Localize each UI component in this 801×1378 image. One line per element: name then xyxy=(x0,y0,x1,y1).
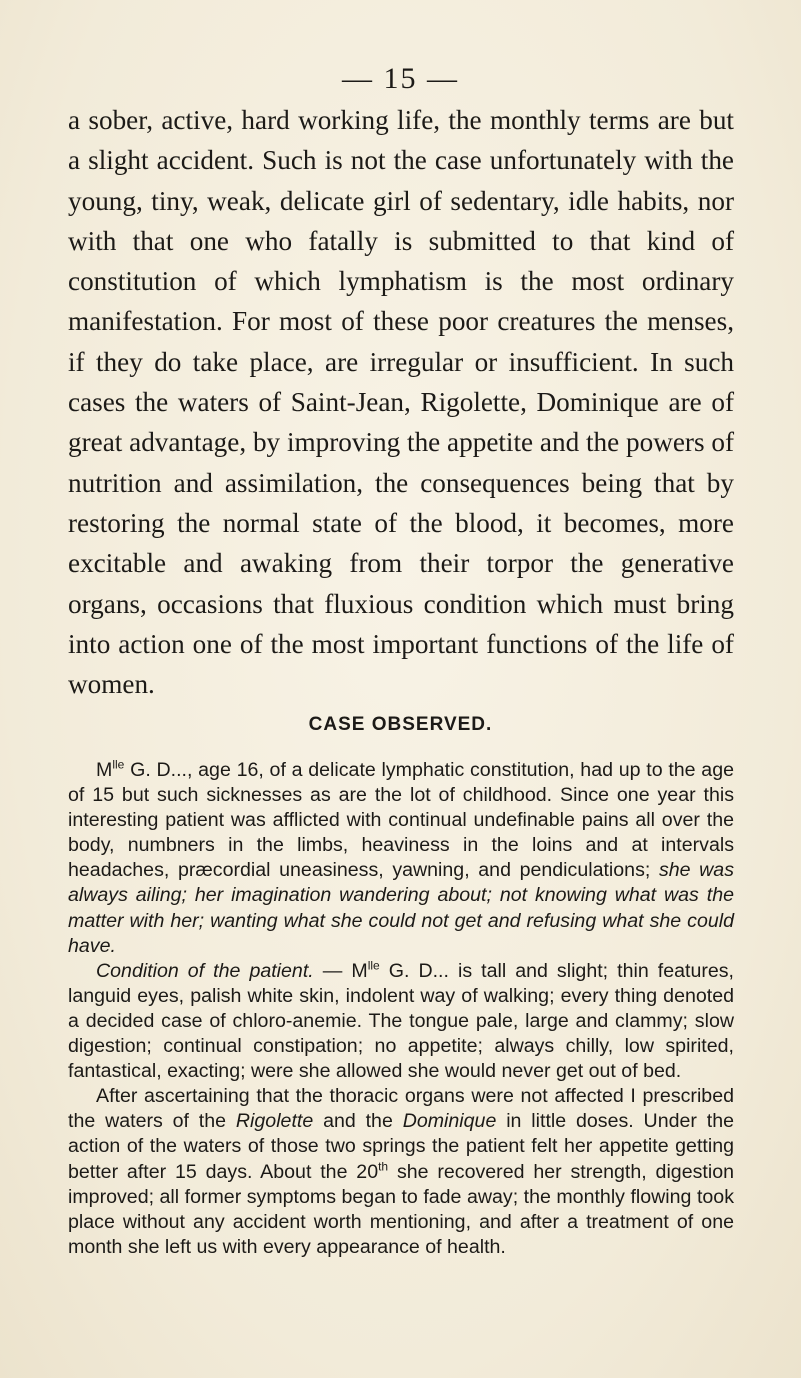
treatment-text-2: and the xyxy=(313,1110,403,1133)
patient-title: M xyxy=(96,759,113,781)
condition-label: Condition of the patient. xyxy=(96,959,314,982)
treatment-text-1: After ascertaining that the thoracic organs were not affected I prescribed the waters of the xyxy=(68,1085,734,1133)
case-history-text: G. D..., age 16, of a delicate lymphatic constitution, had up to the age of 15 but such sicknesses as are the lot of childhood. Since one year this interesting patient was afflicted with continual undefinable pains all over the body, numbners in the limbs, heaviness in the loins and at intervals headaches, præcordial uneasiness, yawning, and pendiculations; xyxy=(68,759,734,882)
case-history-italic: she was always ailing; her imagination wandering about; not knowing what was the matter with her; wanting what she could not get and refusing what she could have. xyxy=(68,859,734,957)
condition-title-sup: lle xyxy=(367,958,380,973)
case-history-paragraph xyxy=(68,758,734,959)
water-rigolette: Rigolette xyxy=(235,1110,314,1133)
condition-dash: — xyxy=(313,959,352,982)
day-sup: th xyxy=(378,1158,389,1173)
treatment-paragraph xyxy=(68,1084,734,1260)
page-number: — 15 — xyxy=(342,62,459,95)
condition-title: M xyxy=(351,959,368,982)
treatment-text-4: she recovered her strength, digestion improved; all former symptoms began to fade away; the monthly flowing took place without any accident worth mentioning, and after a treatment of one month she left us with every appearance of health. xyxy=(68,1160,734,1258)
intro-paragraph: a sober, active, hard working life, the monthly terms are but a slight accident. Such is not the case unfortunately with the young, tiny, weak, delicate girl of sedentary, idle habits, nor with that one who fatally is submitted to that kind of constitution of which lymphatism is the most ordinary manifestation. For most of these poor creatures the menses, if they do take place, are irregular or insufficient. In such cases the waters of Saint-Jean, Rigolette, Dominique are of great advantage, by improving the appetite and the powers of nutrition and assimilation, the consequences being that by restoring the normal state of the blood, it becomes, more excitable and awaking from their torpor the generative organs, occasions that fluxious condition which must bring into action one of the most important functions of the life of women. xyxy=(68,105,734,700)
case-heading: CASE OBSERVED. xyxy=(308,714,493,735)
treatment-text-3: in little doses. Under the action of the waters of those two springs the patient felt her appetite getting better after 15 days. About the 20 xyxy=(68,1110,734,1183)
patient-title-sup: lle xyxy=(112,757,125,772)
condition-text: G. D... is tall and slight; thin features, languid eyes, palish white skin, indolent way of walking; every thing denoted a decided case of chloro-anemie. The tongue pale, large and clammy; slow digestion; continual constipation; no appetite; always chilly, low spirited, fantastical, exacting; were she allowed she would never get out of bed. xyxy=(68,959,735,1083)
water-dominique: Dominique xyxy=(402,1110,497,1133)
condition-paragraph xyxy=(68,959,734,1084)
case-section xyxy=(68,758,734,1260)
